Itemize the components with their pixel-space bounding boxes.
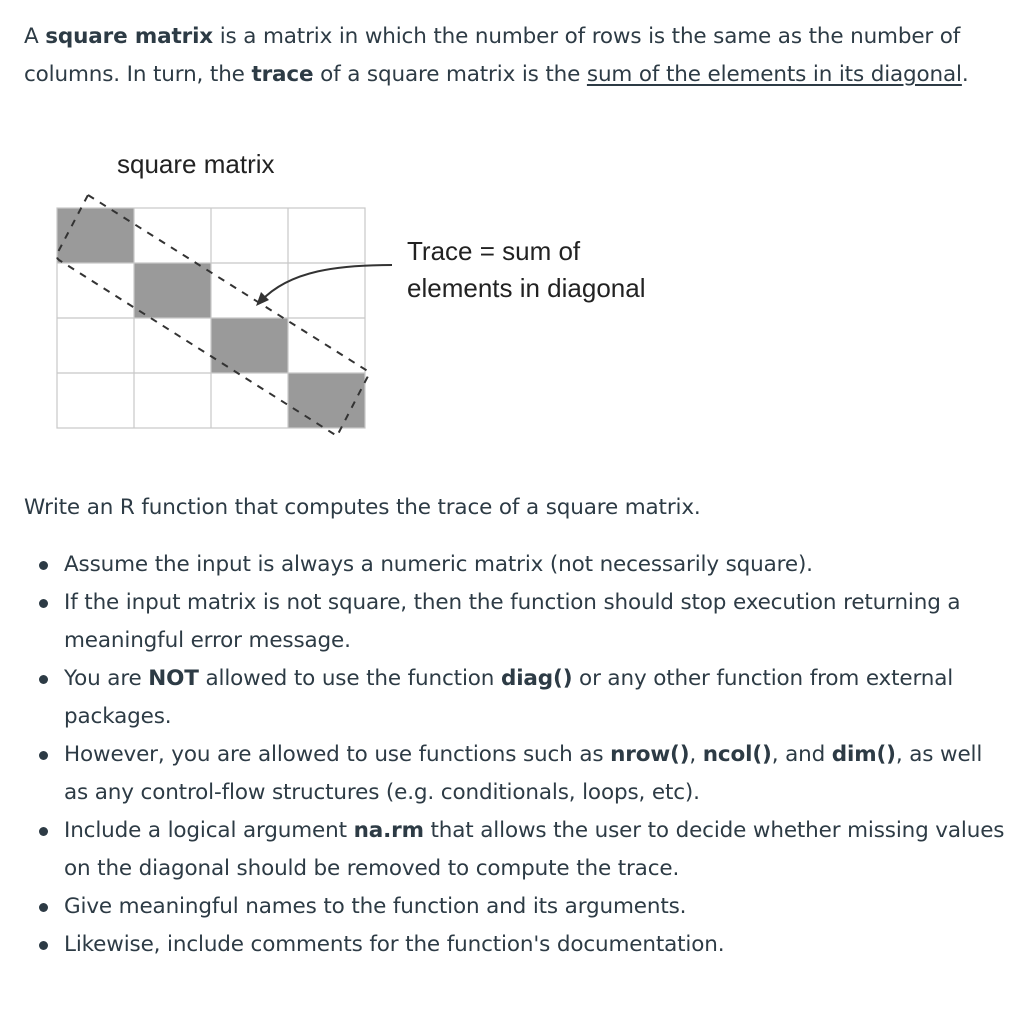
matrix-grid [57,208,365,428]
intro-paragraph: A square matrix is a matrix in which the number of rows is the same as the number of columns. In turn, the trace of a square matrix is the sum of the elements in its diagonal. [24,24,969,87]
requirement-item: Assume the input is always a numeric matrix (not necessarily square). [24,546,1009,584]
term-square-matrix: square matrix [45,24,214,49]
diagram-title: square matrix [117,149,275,179]
trace-note-line-1: Trace = sum of [407,236,581,266]
diagonal-cell-1 [57,208,134,263]
requirements-list [24,546,1009,964]
requirement-item: If the input matrix is not square, then the function should stop execution returning a meaningful error message. [24,584,1009,660]
diagonal-sum-underlined: sum of the elements in its diagonal [586,62,962,87]
diagonal-cell-2 [134,263,211,318]
requirement-item: Give meaningful names to the function and its arguments. [24,888,1009,926]
diagonal-cell-3 [211,318,288,373]
requirement-item: Likewise, include comments for the function's documentation. [24,926,1009,964]
requirement-item: You are NOT allowed to use the function diag() or any other function from external packages. [24,660,1009,736]
task-statement: Write an R function that computes the trace of a square matrix. [24,495,701,520]
trace-note-line-2: elements in diagonal [407,273,646,303]
requirement-item: Include a logical argument na.rm that allows the user to decide whether missing values on the diagonal should be removed to compute the trace. [24,812,1009,888]
term-trace: trace [251,62,314,87]
pointer-arrow [261,265,392,301]
requirement-item: However, you are allowed to use functions such as nrow(), ncol(), and dim(), as well as any control-flow structures (e.g. conditionals, loops, etc). [24,736,1009,812]
trace-diagram-svg [40,140,760,460]
trace-diagram [40,140,760,460]
diagonal-cell-4 [288,373,365,428]
